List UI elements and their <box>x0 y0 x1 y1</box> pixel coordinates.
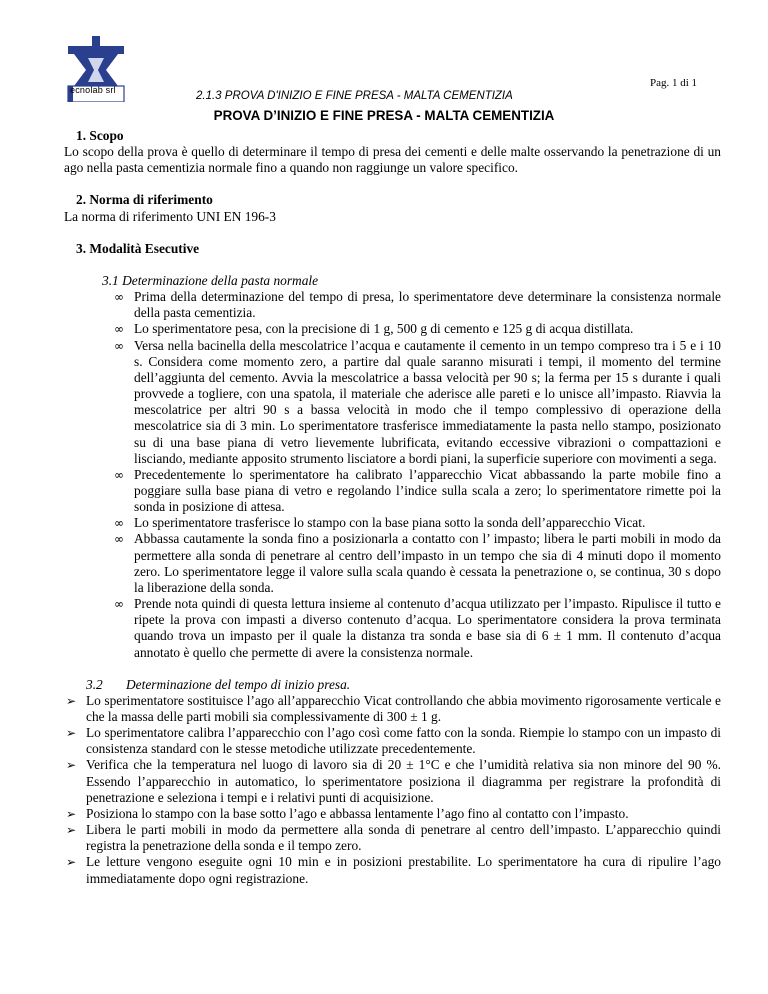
arrow-bullet-icon: ➢ <box>66 726 77 741</box>
subsection-heading-3-2: 3.2 Determinazione del tempo di inizio presa. <box>86 676 351 692</box>
procedure-list-3-1 <box>114 289 721 661</box>
section-heading-scopo: 1. Scopo <box>76 128 124 143</box>
arrow-bullet-icon: ➢ <box>66 855 77 870</box>
document-title: PROVA D’INIZIO E FINE PRESA - MALTA CEMENTIZIA <box>213 108 555 123</box>
subsection-3-1 <box>76 273 721 661</box>
list-item: ➢ Le letture vengono eseguite ogni 10 min e in posizioni prestabilite. Lo sperimentatore ha cura di ripulire l’ago immediatamente dopo ogni registrazione. <box>66 854 721 886</box>
list-item: ∞ Abbassa cautamente la sonda fino a posizionarla a contatto con l’ impasto; libera le parti mobili in modo da permettere alla sonda di penetrare al centro dell’impasto in un tempo che sia di 4 minuti dopo il momento zero. Lo sperimentatore legge il valore sulla scala quando è cessata la penetrazione o, se continua, 30 s dopo la liberazione della sonda. <box>114 531 721 595</box>
infinity-bullet-icon: ∞ <box>114 532 124 547</box>
subsection-heading-3-1: 3.1 Determinazione della pasta normale <box>102 272 319 288</box>
infinity-bullet-icon: ∞ <box>114 322 124 337</box>
arrow-bullet-icon: ➢ <box>66 823 77 838</box>
infinity-bullet-icon: ∞ <box>114 290 124 305</box>
list-item: ➢ Verifica che la temperatura nel luogo di lavoro sia di 20 ± 1°C e che l’umidità relativa sia non minore del 90 %. Essendo l’apparecchio in automatico, lo sperimentatore posiziona il diagramma per registrare la profondità di penetrazione e seleziona i tempi e i relativi punti di acquisizione. <box>66 757 721 805</box>
document-body <box>64 128 721 887</box>
list-item: ∞ Precedentemente lo sperimentatore ha calibrato l’apparecchio Vicat abbassando la parte mobile fino a poggiare sulla base piana di vetro e regolando l’indice sulla scala a zero; lo sperimentatore rimette poi la sonda in posizione di attesa. <box>114 466 721 515</box>
list-item: ➢ Lo sperimentatore sostituisce l’ago all’apparecchio Vicat controllando che abbia movimento rigorosamente verticale e che la massa delle parti mobili sia complessivamente di 300 ± 1 g. <box>66 692 721 724</box>
infinity-bullet-icon: ∞ <box>114 338 124 353</box>
page-number: Pag. 1 di 1 <box>650 77 698 89</box>
procedure-list-3-2 <box>66 693 721 887</box>
list-item: ➢ Lo sperimentatore calibra l’apparecchio con l’ago così come fatto con la sonda. Riempie lo stampo con un impasto di consistenza standard con le stesse metodiche utilizzate precedentemente. <box>66 725 721 757</box>
logo-text: ecnolab srl <box>70 85 116 95</box>
list-item: ➢ Posiziona lo stampo con la base sotto l’ago e abbassa lentamente l’ago fino al contatto con l’impasto. <box>66 805 629 821</box>
arrow-bullet-icon: ➢ <box>66 806 77 821</box>
infinity-bullet-icon: ∞ <box>114 467 124 482</box>
list-item: ∞ Lo sperimentatore trasferisce lo stampo con la base piana sotto la sonda dell’apparecchio Vicat. <box>114 515 646 531</box>
list-item: ∞ Versa nella bacinella della mescolatrice l’acqua e cautamente il cemento in un tempo compreso tra i 5 e i 10 s. Considera come momento zero, a partire dal quale saranno misurati i tempi, il momento del termine dell’aggiunta del cemento. Avvia la mescolatrice a bassa velocità per 90 s; la ferma per 15 s durante i quali provvede a togliere, con una spatola, il materiale che aderisce alle pareti e lo unisce all’impasto. Riavvia la mescolatrice per altri 90 s a bassa velocità in modo che il tempo complessivo di operazione della mescolatrice sia di 3 min. Lo sperimentatore trasferisce immediatamente la pasta nello stampo, posizionato su di una base piana di vetro lievemente lubrificata, evitando eccessive vibrazioni o compattazioni e lisciando, mediante apposito strumento lisciatore a bordi piani, la superficie superiore con movimenti a sega. <box>114 337 721 466</box>
arrow-bullet-icon: ➢ <box>66 693 77 708</box>
section-heading-norma: 2. Norma di riferimento <box>76 192 213 208</box>
list-item: ➢ Libera le parti mobili in modo da permettere alla sonda di penetrare al centro dell’impasto. L’apparecchio quindi registra la penetrazione della sonda e il tempo zero. <box>66 822 721 854</box>
infinity-bullet-icon: ∞ <box>114 516 124 531</box>
section-text-norma: La norma di riferimento UNI EN 196-3 <box>64 208 276 224</box>
section-text-scopo: Lo scopo della prova è quello di determinare il tempo di presa dei cementi e delle malte osservando la penetrazione di un ago nella pasta cementizia normale fino a quando non raggiunge un valore specifico. <box>64 144 721 176</box>
running-title: 2.1.3 PROVA D'INIZIO E FINE PRESA - MALTA CEMENTIZIA <box>196 90 513 102</box>
list-item: ∞ Prima della determinazione del tempo di presa, lo sperimentatore deve determinare la consistenza normale della pasta cementizia. <box>114 289 721 321</box>
arrow-bullet-icon: ➢ <box>66 758 77 773</box>
subsection-number: 3.2 <box>86 676 103 692</box>
infinity-bullet-icon: ∞ <box>114 597 124 612</box>
list-item: ∞ Prende nota quindi di questa lettura insieme al contenuto d’acqua utilizzato per l’impasto. Ripulisce il tutto e ripete la prova con impasti a diverso contenuto d’acqua. Lo sperimentatore considera la prova terminata quando trova un impasto per il quale la distanza tra sonda e base sia di 6 ± 1 mm. Il contenuto d’acqua annotato è quello che permette di avere la consistenza normale. <box>114 596 721 660</box>
section-heading-modalita: 3. Modalità Esecutive <box>76 240 200 256</box>
list-item: ∞ Lo sperimentatore pesa, con la precisione di 1 g, 500 g di cemento e 125 g di acqua distillata. <box>114 321 634 337</box>
